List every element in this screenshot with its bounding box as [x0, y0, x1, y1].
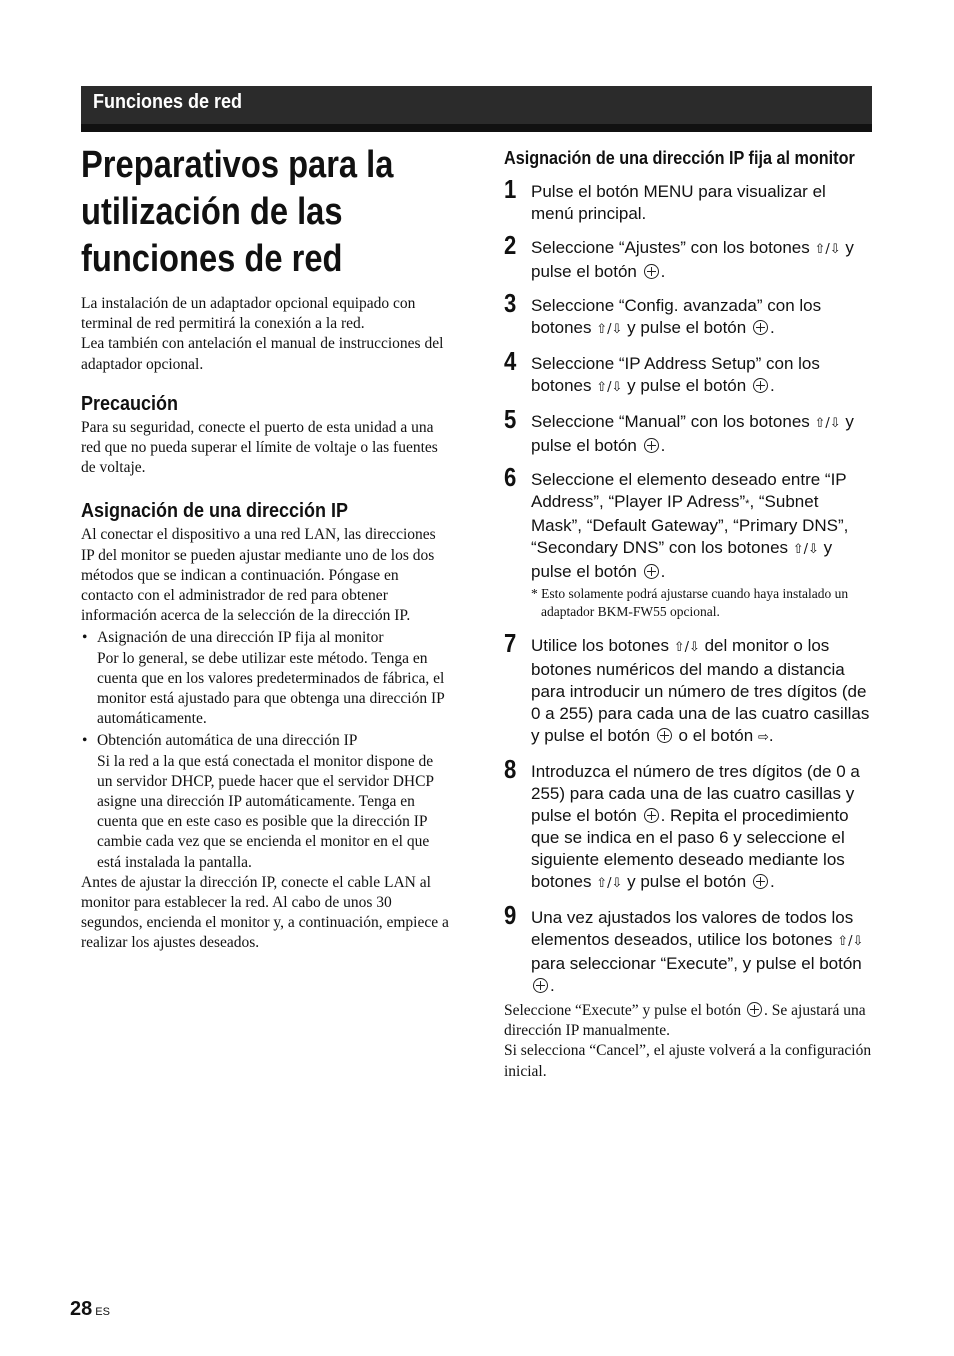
title-line-1: Preparativos para la [81, 144, 394, 186]
enter-button-icon [753, 378, 768, 393]
left-column [81, 294, 449, 954]
bullet-item-auto [81, 731, 449, 872]
step-text: del monitor o los botones numéricos del mando a distancia para introducir un número de tres dígitos (de 0 a 255) para cada una de las cuatro casillas y pulse el botón [531, 636, 870, 745]
step-text: . [660, 562, 666, 581]
step-number: 4 [504, 346, 517, 376]
step-number: 5 [504, 404, 517, 434]
step-text: Seleccione “Manual” con los botones [531, 412, 815, 431]
enter-button-icon [533, 978, 548, 993]
precaucion-heading: Precaución [81, 392, 179, 415]
step-number: 3 [504, 288, 517, 318]
precaucion-paragraph: Para su seguridad, conecte el puerto de esta unidad a una red que no pueda superar el límite de voltaje o las fuentes de voltaje. [81, 418, 438, 477]
step-text: . [660, 436, 666, 455]
step-text: y pulse el botón [531, 238, 854, 281]
step-text: para seleccionar “Execute”, y pulse el botón [531, 954, 862, 973]
up-down-arrows-icon: ⇧/⇩ [596, 876, 623, 891]
enter-button-icon [644, 808, 659, 823]
step-2 [504, 230, 872, 283]
right-column [504, 146, 872, 1082]
step-number: 1 [504, 174, 517, 204]
enter-button-icon [747, 1002, 762, 1017]
step-text: Seleccione “IP Address Setup” con los botones [531, 354, 820, 395]
step-text: Utilice los botones [531, 636, 674, 655]
page-title [81, 142, 442, 283]
title-line-3: funciones de red [81, 238, 343, 280]
up-down-arrows-icon: ⇧/⇩ [837, 934, 864, 949]
asignacion-paragraph: Al conectar el dispositivo a una red LAN, las direcciones IP del monitor se pueden ajustar mediante uno de los dos métodos que se indican a continuación. Póngase en contacto con el administrador de red para obtener información acerca de la selección de la dirección IP. [81, 526, 436, 625]
step-3 [504, 288, 872, 341]
step-text: . [768, 726, 774, 745]
execute-text: Seleccione “Execute” y pulse el botón [504, 1002, 746, 1019]
enter-button-icon [753, 874, 768, 889]
section-header [81, 86, 872, 132]
bullet-title: Obtención automática de una dirección IP [97, 732, 358, 750]
step-4 [504, 346, 872, 399]
step-text: . [550, 976, 555, 995]
step-text: Introduzca el número de tres dígitos (de 0 a 255) para cada una de las cuatro casillas y pulse el botón [531, 762, 860, 825]
right-arrow-icon: ⇨ [757, 730, 769, 745]
step-text: Seleccione “Ajustes” con los botones [531, 238, 815, 257]
step-text: . [769, 318, 775, 337]
step-8 [504, 754, 872, 895]
step-text: y pulse el botón [622, 872, 751, 891]
page-number-value: 28 [70, 1298, 93, 1320]
title-line-2: utilización de las [81, 191, 343, 233]
closing-paragraph: Antes de ajustar la dirección IP, conecte el cable LAN al monitor para establecer la red. Al cabo de unos 30 segundos, encienda el monitor y, a continuación, empiece a realizar los ajustes deseados. [81, 873, 449, 952]
step-text: Una vez ajustados los valores de todos los elementos deseados, utilice los botones [531, 908, 854, 949]
intro-paragraph: La instalación de un adaptador opcional equipado con terminal de red permitirá la conexión a la red. [81, 295, 416, 333]
step-6 [504, 462, 872, 583]
right-heading: Asignación de una dirección IP fija al monitor [504, 148, 855, 168]
step-text: Pulse el botón MENU para visualizar el menú principal. [531, 182, 826, 223]
bullet-dot: • [82, 732, 88, 750]
step-text: . [769, 376, 775, 395]
page-number [70, 1298, 110, 1321]
enter-button-icon [657, 728, 672, 743]
step-5 [504, 404, 872, 457]
step-text: . [660, 262, 666, 281]
execute-text: . Se ajustará una dirección IP manualmente. [504, 1002, 866, 1040]
up-down-arrows-icon: ⇧/⇩ [814, 242, 841, 257]
step-text: . Repita el procedimiento que se indica en el paso 6 y seleccione el siguiente elemento deseado mediante los botones [531, 806, 849, 891]
enter-button-icon [753, 320, 768, 335]
page-language: ES [95, 1306, 110, 1318]
step-text: . [769, 872, 775, 891]
enter-button-icon [644, 438, 659, 453]
step-text: y pulse el botón [622, 318, 751, 337]
step-1 [504, 174, 872, 225]
step-number: 7 [504, 628, 517, 658]
up-down-arrows-icon: ⇧/⇩ [596, 322, 623, 337]
bullet-title: Asignación de una dirección IP fija al monitor [97, 629, 384, 647]
cancel-paragraph: Si selecciona “Cancel”, el ajuste volverá a la configuración inicial. [504, 1042, 872, 1080]
step-text: y pulse el botón [622, 376, 751, 395]
step-text: o el botón [673, 726, 758, 745]
section-title: Funciones de red [93, 91, 243, 113]
enter-button-icon [644, 564, 659, 579]
step-text: y pulse el botón [531, 412, 854, 455]
up-down-arrows-icon: ⇧/⇩ [814, 416, 841, 431]
step-number: 6 [504, 462, 517, 492]
footnote-marker: * [745, 498, 750, 510]
up-down-arrows-icon: ⇧/⇩ [792, 542, 819, 557]
up-down-arrows-icon: ⇧/⇩ [596, 380, 623, 395]
step-7 [504, 628, 872, 749]
step-text: Seleccione el elemento deseado entre “IP Address”, “Player IP Adress” [531, 470, 847, 511]
bullet-item-fixed [81, 628, 449, 729]
step-9 [504, 900, 872, 997]
step-text: y pulse el botón [531, 538, 833, 581]
intro-paragraph-2: Lea también con antelación el manual de instrucciones del adaptador opcional. [81, 335, 444, 373]
execute-paragraph [504, 1001, 872, 1041]
bullet-text: Si la red a la que está conectada el monitor dispone de un servidor DHCP, puede hacer que el servidor DHCP asigne una dirección IP automáticamente. Tenga en cuenta que en este caso es posible que la dirección IP cambie cada vez que se encienda el monitor en el que está instalada la pantalla. [97, 752, 434, 871]
step-text: Seleccione “Config. avanzada” con los botones [531, 296, 822, 337]
step-text: , “Subnet Mask”, “Default Gateway”, “Primary DNS”, “Secondary DNS” con los botones [531, 492, 849, 557]
footnote: * Esto solamente podrá ajustarse cuando haya instalado un adaptador BKM-FW55 opcional. [531, 586, 849, 619]
bullet-text: Por lo general, se debe utilizar este método. Tenga en cuenta que en los valores predeterminados de fábrica, el monitor está ajustado para que obtenga una dirección IP automáticamente. [97, 649, 445, 728]
up-down-arrows-icon: ⇧/⇩ [673, 640, 700, 655]
enter-button-icon [644, 264, 659, 279]
step-number: 9 [504, 900, 517, 930]
step-number: 2 [504, 230, 517, 260]
asignacion-heading: Asignación de una dirección IP [81, 500, 349, 523]
step-number: 8 [504, 754, 517, 784]
bullet-dot: • [82, 629, 88, 647]
